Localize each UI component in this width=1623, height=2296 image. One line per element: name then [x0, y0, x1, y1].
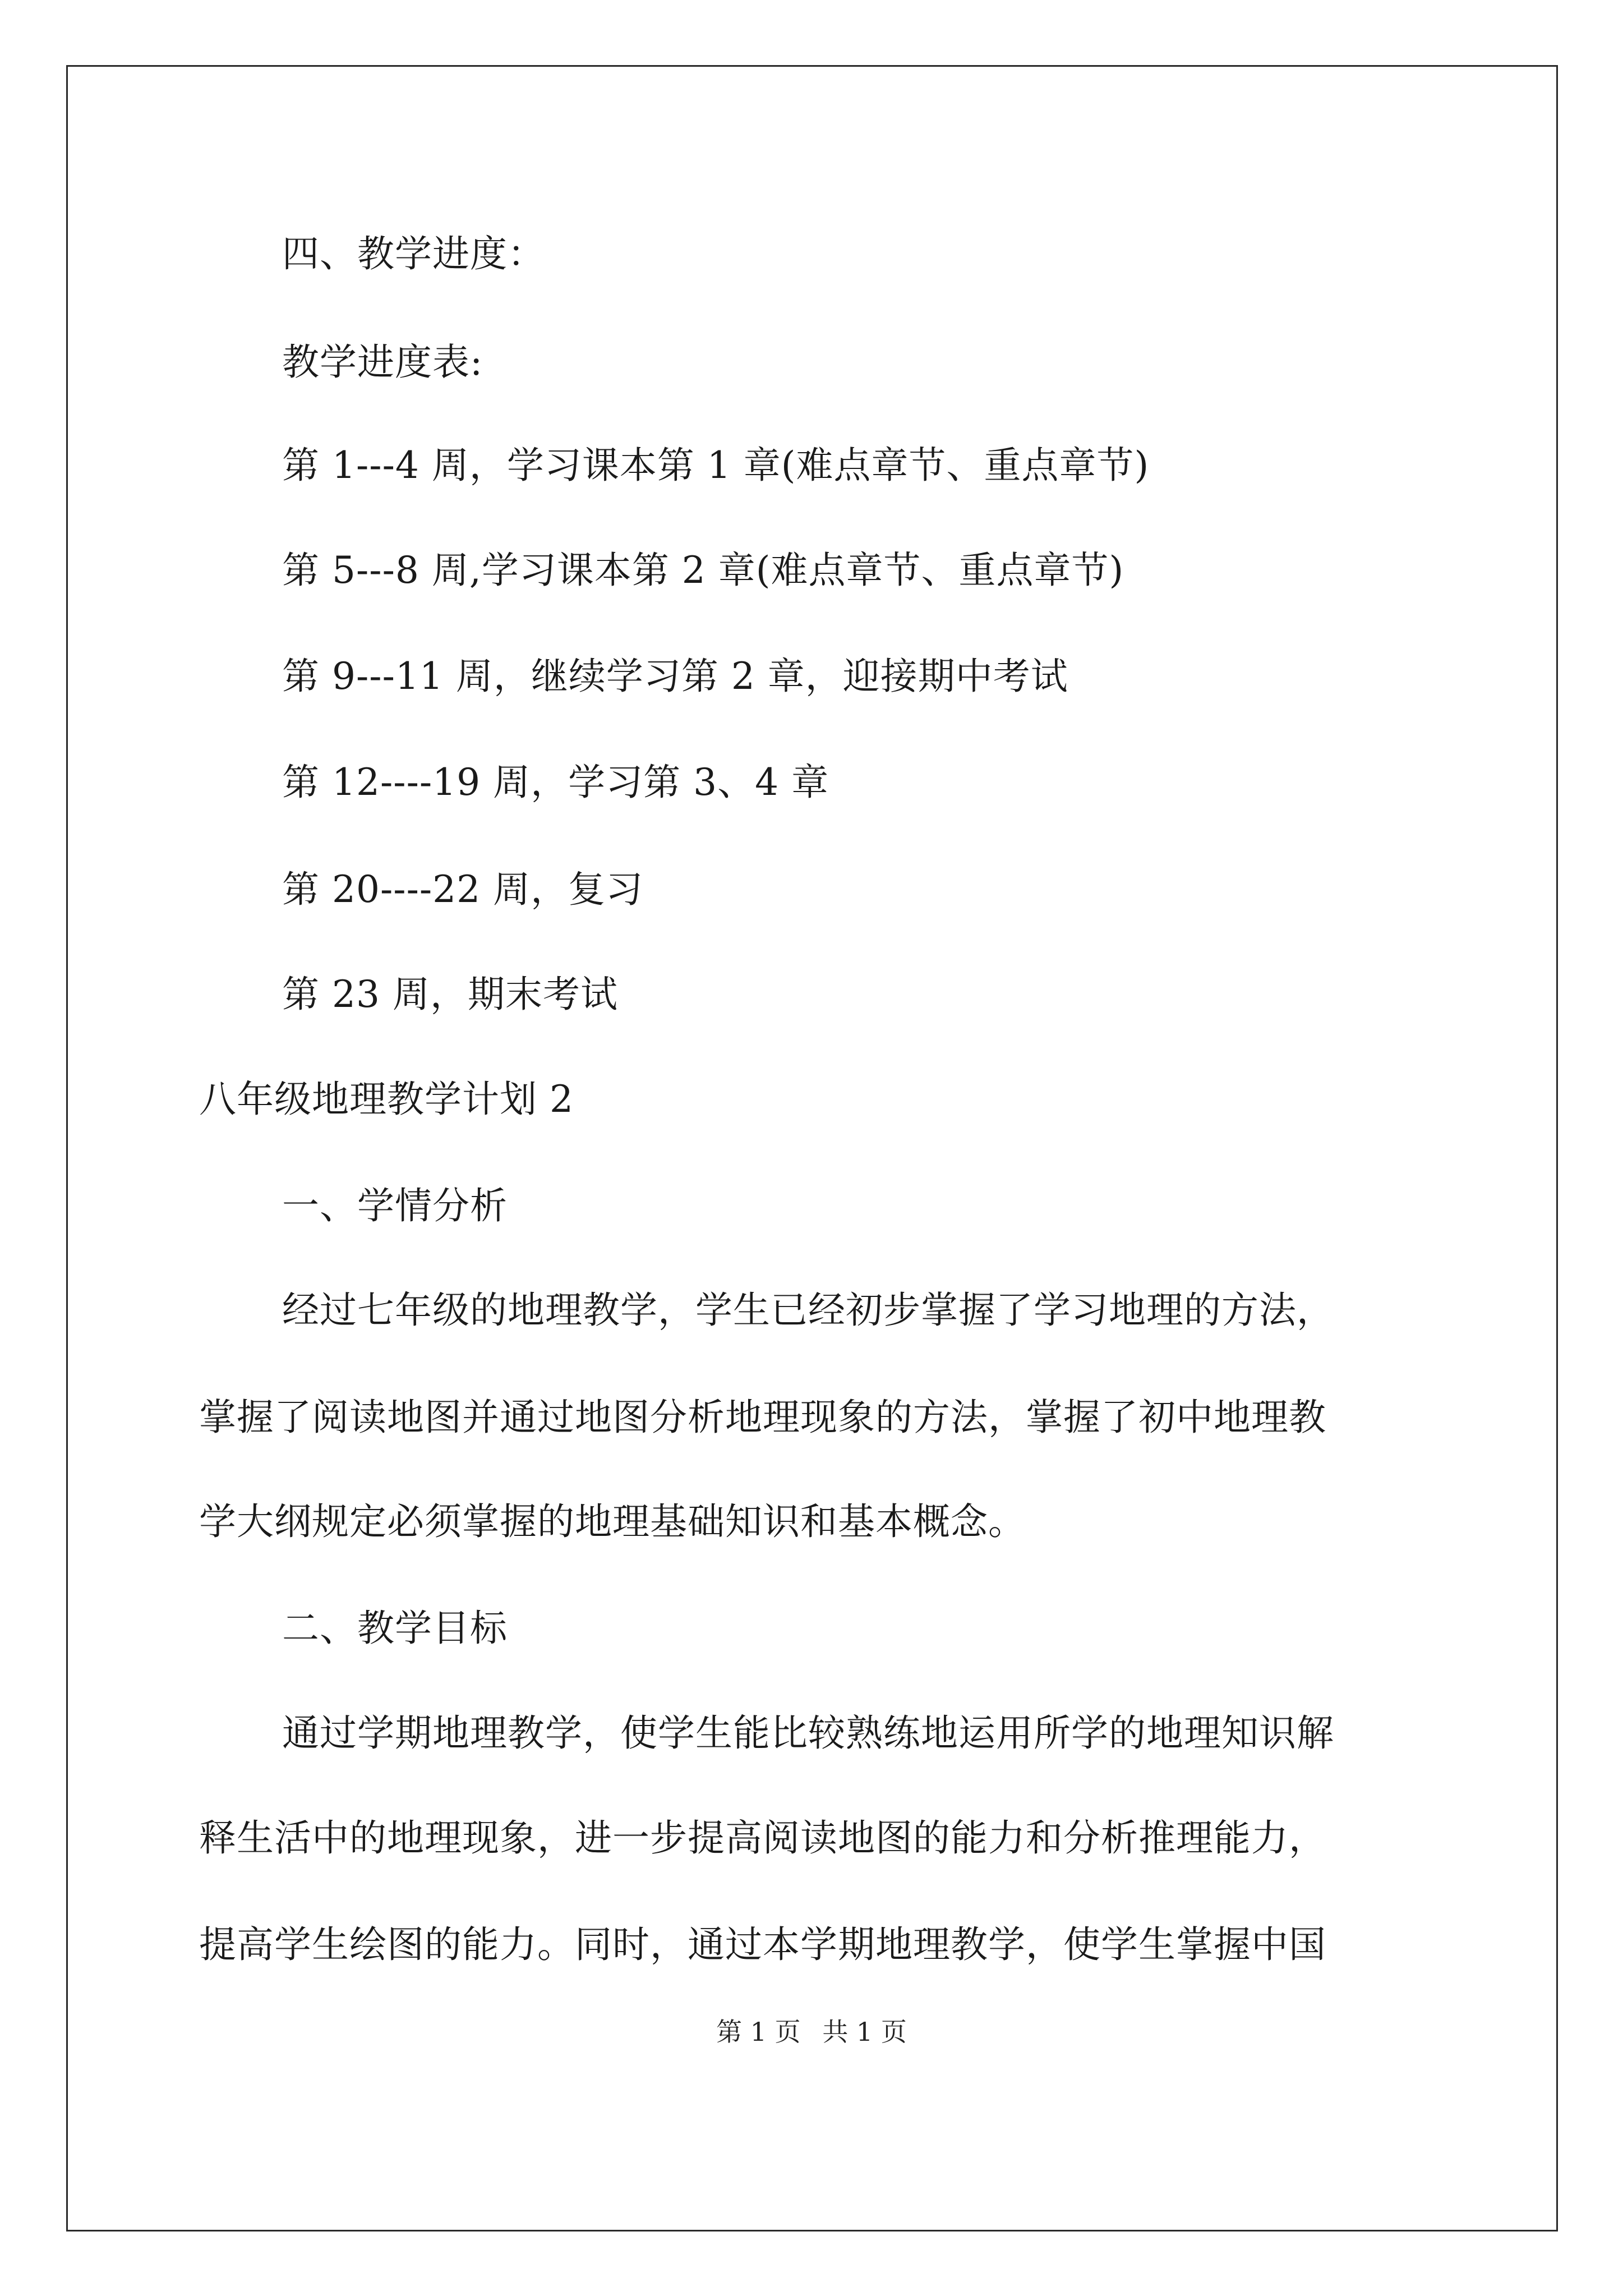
- paragraph-line: 经过七年级的地理教学，学生已经初步掌握了学习地理的方法，: [282, 1289, 1334, 1332]
- schedule-item: 第 9---11 周，继续学习第 2 章，迎接期中考试: [282, 655, 1068, 698]
- schedule-item: 第 1---4 周，学习课本第 1 章(难点章节、重点章节): [282, 444, 1150, 487]
- paragraph-line: 提高学生绘图的能力。同时，通过本学期地理教学，使学生掌握中国: [199, 1923, 1326, 1966]
- section-heading: 二、教学目标: [282, 1607, 508, 1650]
- page-border: [66, 65, 1558, 2231]
- page-total: 共 1 页: [822, 2017, 907, 2047]
- section-heading: 四、教学进度：: [282, 232, 545, 275]
- paragraph-line: 释生活中的地理现象，进一步提高阅读地图的能力和分析推理能力，: [199, 1816, 1326, 1860]
- page-footer: [0, 2015, 1623, 2049]
- schedule-item: 第 12----19 周，学习第 3、4 章: [282, 761, 829, 804]
- paragraph-line: 通过学期地理教学，使学生能比较熟练地运用所学的地理知识解: [282, 1711, 1334, 1755]
- paragraph-line: 学大纲规定必须掌握的地理基础知识和基本概念。: [199, 1500, 1026, 1543]
- paragraph-line: 掌握了阅读地图并通过地图分析地理现象的方法，掌握了初中地理教: [199, 1396, 1326, 1439]
- plan-title: 八年级地理教学计划 2: [199, 1078, 574, 1121]
- page-number: 第 1 页: [716, 2017, 801, 2047]
- section-heading: 一、学情分析: [282, 1184, 508, 1227]
- schedule-item: 第 5---8 周,学习课本第 2 章(难点章节、重点章节): [282, 549, 1124, 592]
- schedule-table-title: 教学进度表:: [282, 341, 483, 384]
- schedule-item: 第 20----22 周，复习: [282, 868, 644, 911]
- schedule-item: 第 23 周，期末考试: [282, 973, 618, 1016]
